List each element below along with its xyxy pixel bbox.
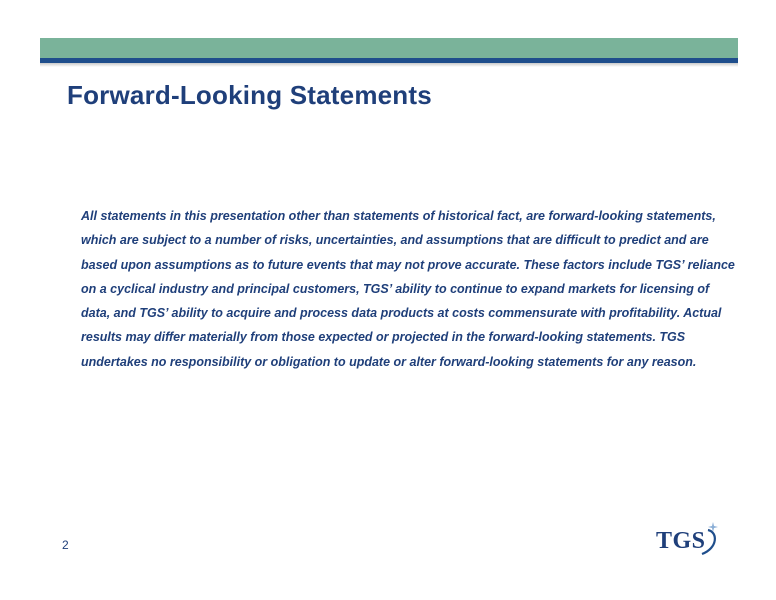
page-number: 2: [62, 538, 69, 552]
slide-title: Forward-Looking Statements: [67, 80, 432, 110]
tgs-logo-swoosh-icon: [696, 520, 726, 556]
header-shadow: [40, 63, 738, 67]
tgs-logo: [652, 520, 732, 560]
logo-text: TGS: [656, 528, 706, 554]
slide-body-text: All statements in this presentation other than statements of historical fact, are forward-looking statements, which are subject to a number of risks, uncertainties, and assumptions that are difficult to predict and are based upon assumptions as to future events that may not prove accurate. These factors include TGS’ reliance on a cyclical industry and principal customers, TGS’ ability to continue to expand markets for licensing of data, and TGS’ ability to acquire and process data products at costs commensurate with profitability. Actual results may differ materially from those expected or projected in the forward-looking statements. TGS undertakes no responsibility or obligation to update or alter forward-looking statements for any reason.: [81, 209, 735, 369]
header-accent-band: [40, 38, 738, 58]
